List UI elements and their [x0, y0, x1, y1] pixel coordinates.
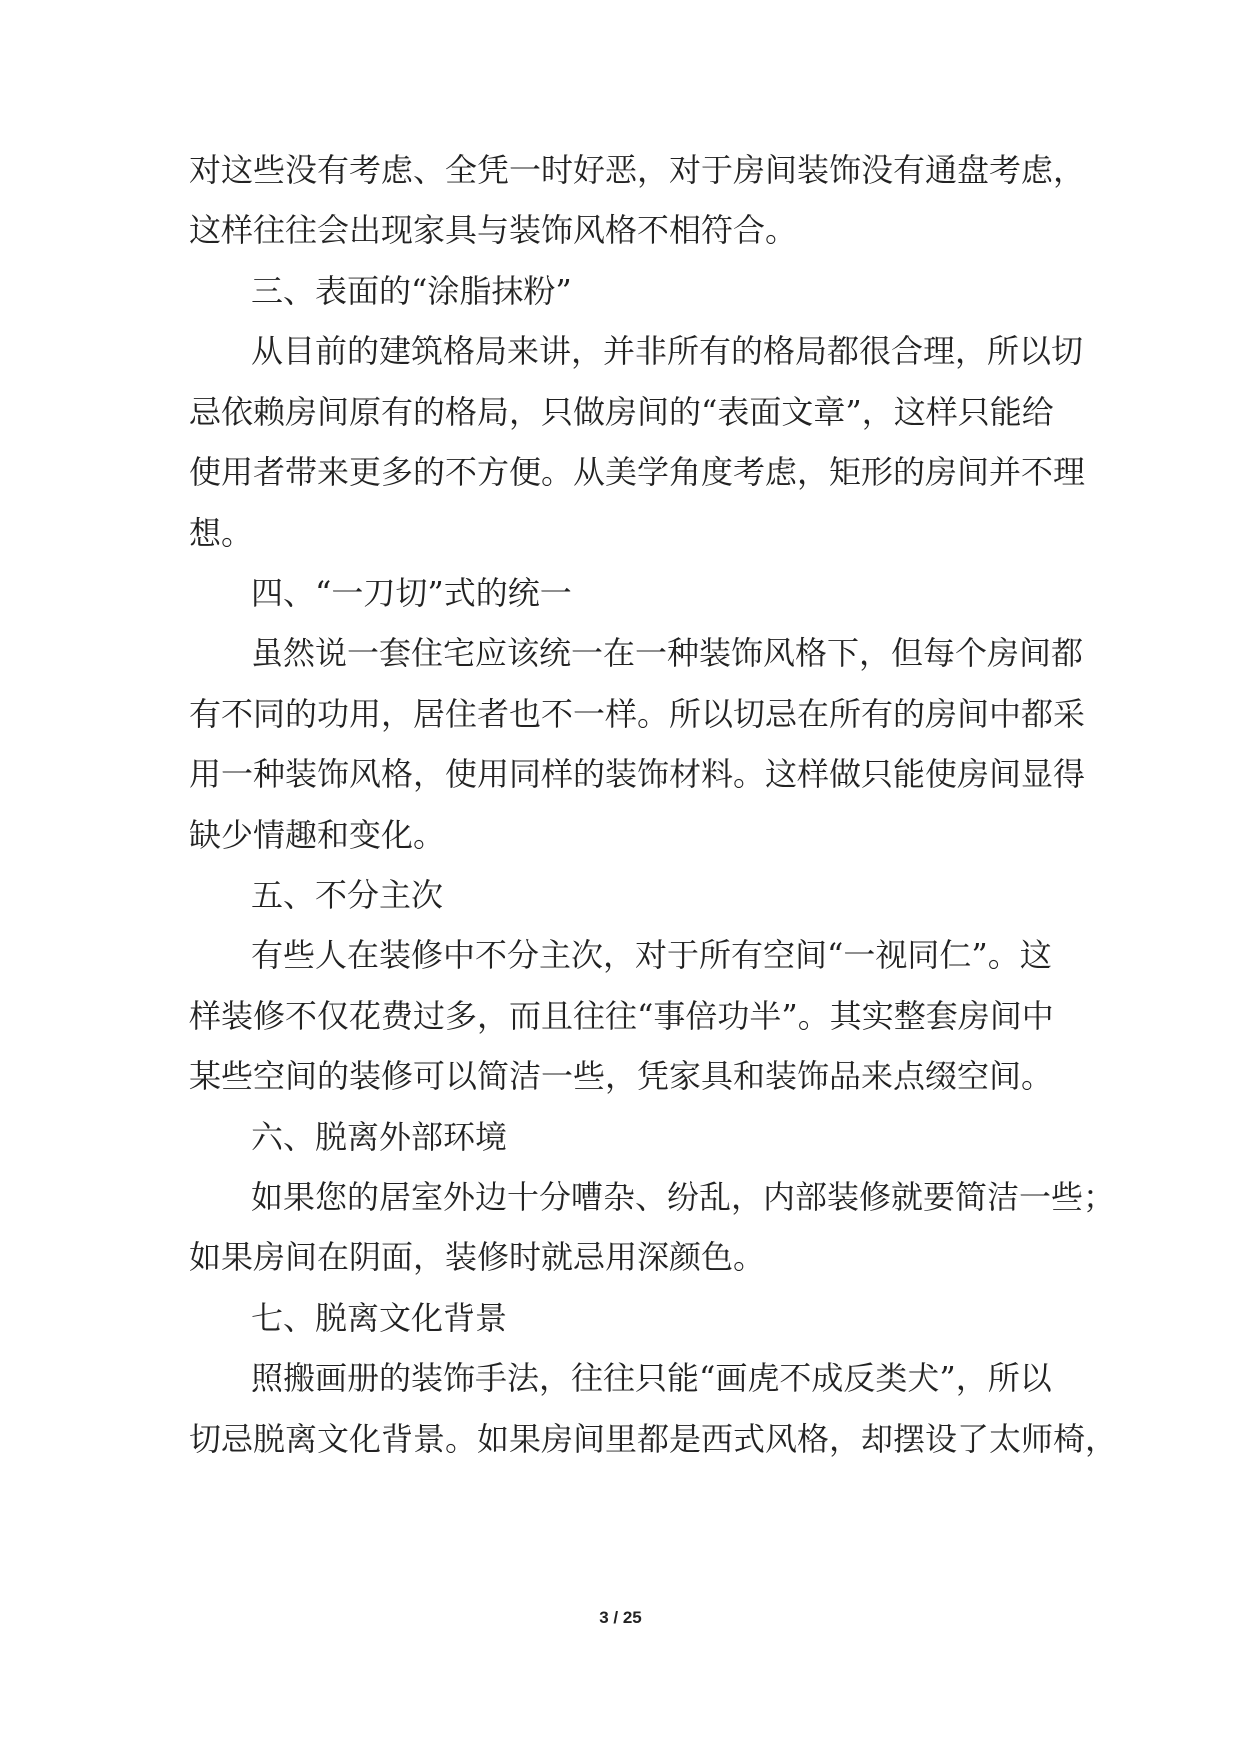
text-line: 如果房间在阴面，装修时就忌用深颜色。	[189, 1238, 766, 1276]
text-line: 缺少情趣和变化。	[189, 816, 446, 854]
text-line: 某些空间的装修可以简洁一些，凭家具和装饰品来点缀空间。	[189, 1057, 1054, 1095]
section-heading: 四、“一刀切”式的统一	[251, 574, 572, 612]
text-line: 想。	[189, 514, 254, 552]
text-line: 有些人在装修中不分主次，对于所有空间“一视同仁”。这	[251, 936, 1052, 974]
text-line: 忌依赖房间原有的格局，只做房间的“表面文章”，这样只能给	[189, 393, 1054, 431]
section-heading: 五、不分主次	[251, 876, 444, 914]
text-line: 有不同的功用，居住者也不一样。所以切忌在所有的房间中都采	[189, 695, 1086, 733]
text-line: 用一种装饰风格，使用同样的装饰材料。这样做只能使房间显得	[189, 755, 1086, 793]
page-number: 3 / 25	[599, 1608, 642, 1627]
section-heading: 三、表面的“涂脂抹粉”	[251, 272, 572, 310]
text-line: 从目前的建筑格局来讲，并非所有的格局都很合理，所以切	[251, 332, 1084, 370]
text-line: 这样往往会出现家具与装饰风格不相符合。	[189, 211, 798, 249]
text-line: 虽然说一套住宅应该统一在一种装饰风格下，但每个房间都	[251, 634, 1084, 672]
text-line: 切忌脱离文化背景。如果房间里都是西式风格，却摆设了太师椅，	[189, 1420, 1118, 1458]
text-line: 使用者带来更多的不方便。从美学角度考虑，矩形的房间并不理	[189, 453, 1086, 491]
section-heading: 七、脱离文化背景	[251, 1299, 508, 1337]
text-line: 照搬画册的装饰手法，往往只能“画虎不成反类犬”，所以	[251, 1359, 1052, 1397]
text-line: 对这些没有考虑、全凭一时好恶，对于房间装饰没有通盘考虑，	[189, 151, 1086, 189]
text-line: 如果您的居室外边十分嘈杂、纷乱，内部装修就要简洁一些；	[251, 1178, 1116, 1216]
text-line: 样装修不仅花费过多，而且往往“事倍功半”。其实整套房间中	[189, 997, 1054, 1035]
section-heading: 六、脱离外部环境	[251, 1118, 508, 1156]
